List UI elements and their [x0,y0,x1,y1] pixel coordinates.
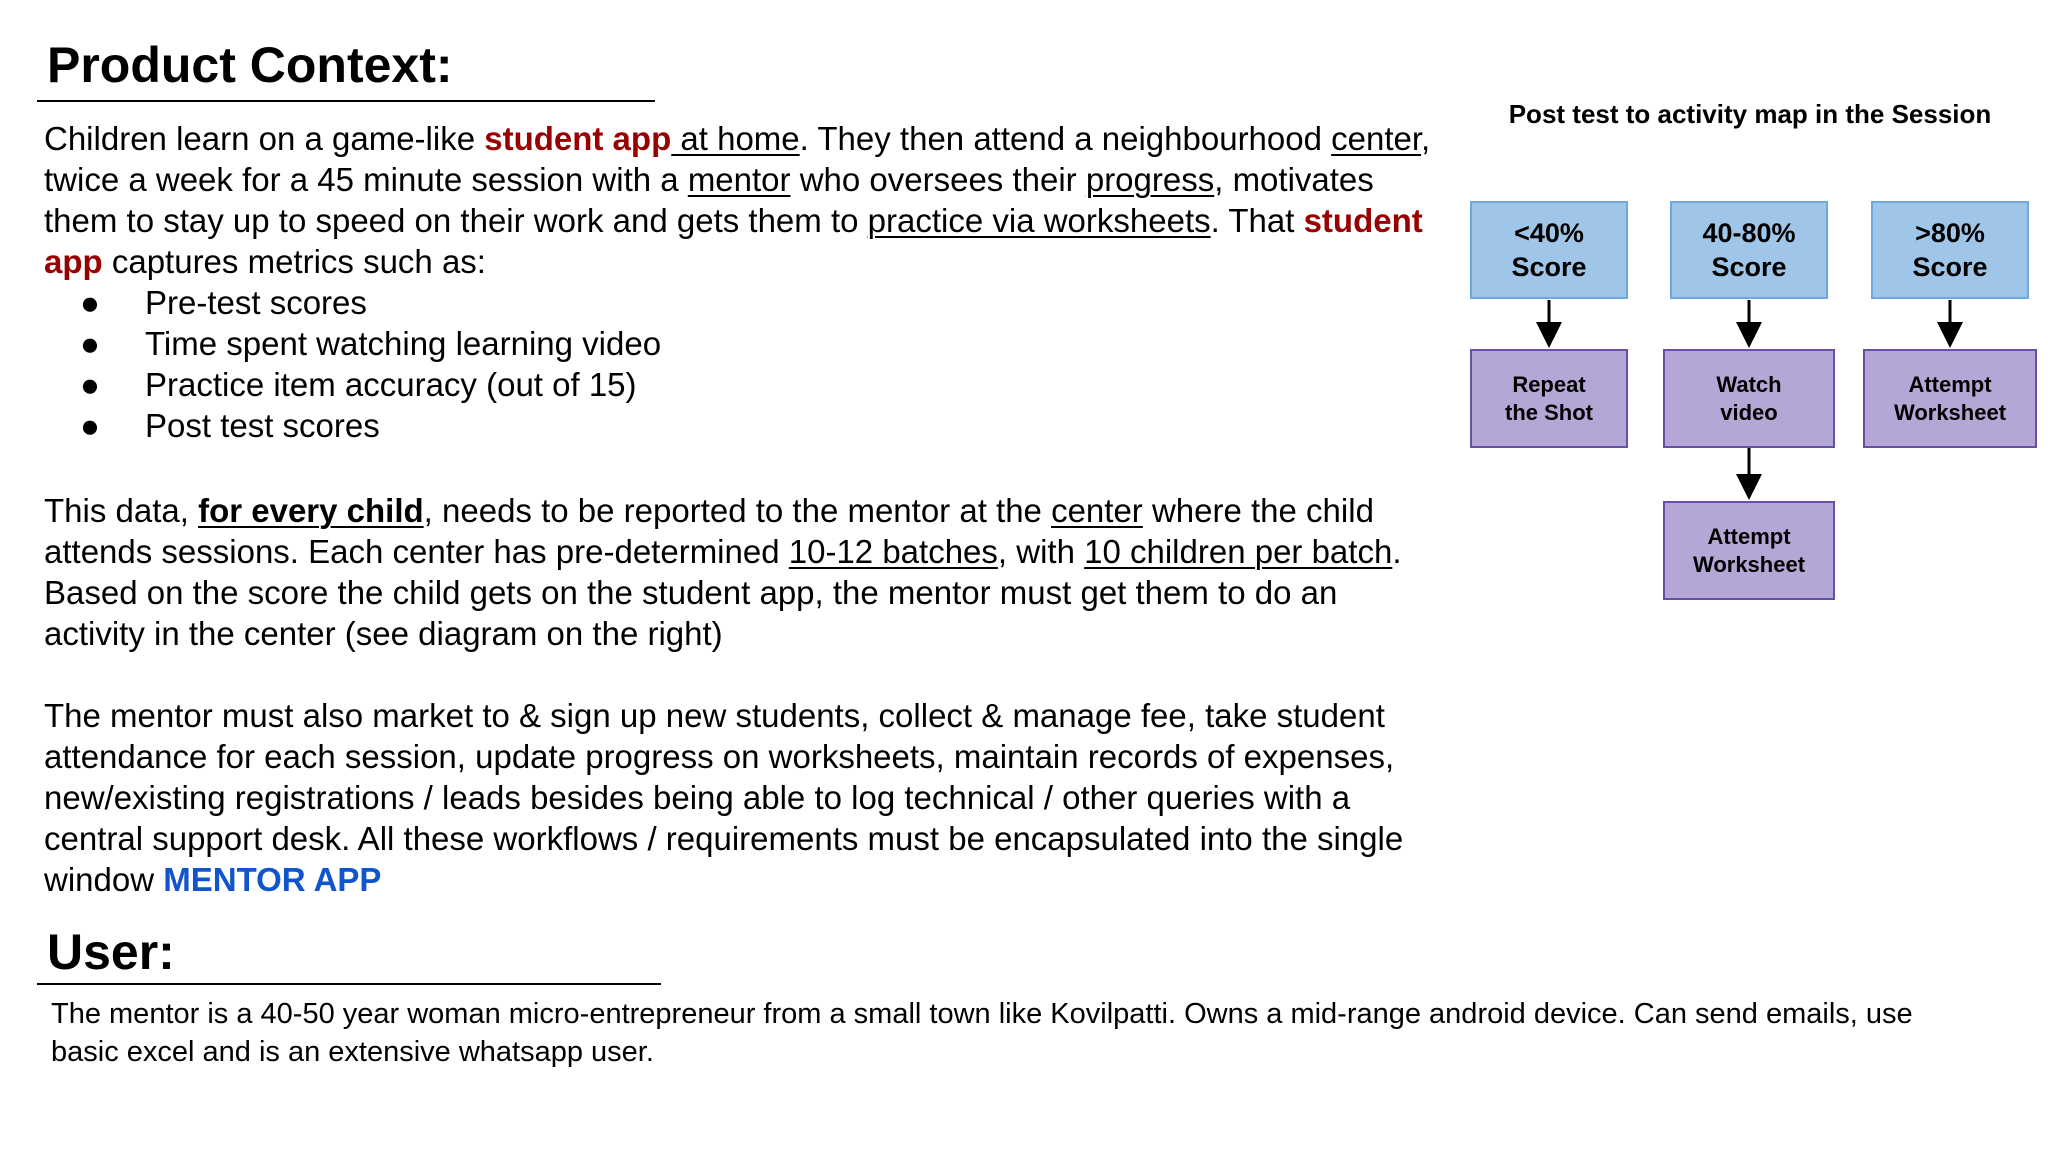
user-heading: User: [47,924,175,980]
arrow-head-icon [1937,322,1963,348]
arrow-head-icon [1736,322,1762,348]
user-description: The mentor is a 40-50 year woman micro-entrepreneur from a small town like Kovilpatti. Owns a mid-range android device. Can send emails, use basic excel and is an extensive whatsapp user. [51,998,1913,1068]
activity-box-followup-worksheet: Attempt Worksheet [1663,501,1835,600]
list-item: ● Post test scores [80,407,380,444]
context-paragraph-1: Children learn on a game-like student app at home. They then attend a neighbourhood center, twice a week for a 45 minute session with a mentor who oversees their progress, motivates them to stay up to speed on their work and gets them to practice via worksheets. That student app captures metrics such as: ● Pre-test scores ● Time spent watching learning video ● Practice item accuracy (out of 15) ● Post test scores [44,118,1444,446]
bullet-icon: ● [80,366,100,403]
bullet-icon: ● [80,407,100,444]
diagram-title: Post test to activity map in the Session [1508,99,1992,129]
activity-box-video: Watch video [1663,349,1835,448]
product-context-heading: Product Context: [47,37,453,93]
score-box-high: >80% Score [1871,201,2029,299]
score-box-mid: 40-80% Score [1670,201,1828,299]
list-item: ● Pre-test scores [80,284,367,321]
bullet-icon: ● [80,325,100,362]
mentor-app-term: MENTOR APP [163,861,382,898]
student-app-term: student app [44,202,1423,280]
activity-box-repeat: Repeat the Shot [1470,349,1628,448]
student-app-term: student app [484,120,672,157]
arrow-head-icon [1736,474,1762,500]
context-paragraph-2: This data, for every child, needs to be reported to the mentor at the center where the child attends sessions. Each center has pre-determined 10-12 batches, with 10 children per batch. Based on the score the child gets on the student app, the mentor must get them to do an activity in the center (see diagram on the right) [44,492,1402,652]
context-paragraph-3: The mentor must also market to & sign up new students, collect & manage fee, take student attendance for each session, update progress on worksheets, maintain records of expenses, new/existing registrations / leads besides being able to log technical / other queries with a central support desk. All these workflows / requirements must be encapsulated into the single window MENTOR APP [44,697,1404,898]
list-item: ● Time spent watching learning video [80,325,662,362]
arrow-head-icon [1536,322,1562,348]
bullet-icon: ● [80,284,100,321]
score-box-low: <40% Score [1470,201,1628,299]
list-item: ● Practice item accuracy (out of 15) [80,366,637,403]
activity-box-worksheet: Attempt Worksheet [1863,349,2037,448]
